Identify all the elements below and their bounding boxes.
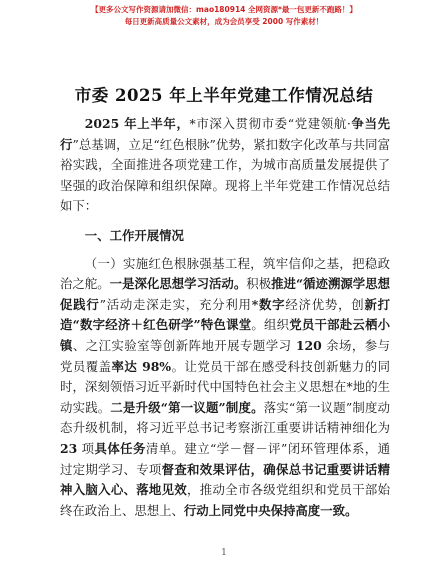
section-paragraph-1	[60, 254, 390, 522]
p1-bold-t: 23	[60, 440, 78, 456]
p1-bold-x: 督查和效果评估	[161, 461, 251, 477]
p1-text-n: 余场，参与党员覆盖	[60, 337, 390, 374]
p1-bold-e: 循迹溯源学思想促践行	[60, 276, 391, 312]
intro-text-2: ”总基调，立足“红色根脉”优势，紧扣数字化改革与共同富裕实践，全面推进各项党建工作，为城市高质量发展提供了坚强的政治保障和组织保障。现将上半年党建工作情况总结如下：	[60, 136, 390, 214]
p1-text-l: 、之江实验室等创新阵地开展专题学习	[72, 337, 296, 353]
p1-text-w: 清单。建立“学－督－评”闭环管理体系，通过定期学习、专项	[60, 440, 391, 477]
document-title: 市委 2025 年上半年党建工作情况总结	[74, 86, 374, 105]
section-heading-1: 一、工作开展情况	[84, 227, 184, 243]
p1-text-f: ”活动走深走实，充分利用	[99, 296, 252, 312]
intro-emphasis: 争当先行	[60, 116, 391, 152]
p1-bold-b: 一是深化思想学习活动。	[109, 276, 247, 292]
p1-bold-y: ，确保总书记重要讲话精神入脑入心、落地见效	[60, 461, 391, 498]
p1-text-h: 经济优势，创	[285, 296, 365, 312]
p1-bold-aa: 行动上同党中央保持高度一致。	[183, 502, 358, 518]
p1-bold-k: 党员干部赴云栖小镇	[60, 317, 391, 353]
p1-text-c: 积极	[246, 276, 272, 292]
p1-text-s: 落实“第一议题”制度动态升级机制，将习近平总书记考察浙江重要讲话精神细化为	[60, 399, 390, 436]
p1-text-a: （一）实施红色根脉强基工程，筑牢信仰之基，把稳政治之舵。	[60, 255, 390, 292]
intro-text-1: *市深入贯彻市委“党建领航·	[189, 116, 351, 131]
p1-text-u: 项	[77, 440, 95, 456]
p1-bold-i: 新打造“数字经济＋红色研学”特色课堂	[60, 296, 391, 333]
p1-text-z: ，推动全市各级党组织和党员干部始终在政治上、思想上、	[60, 482, 391, 518]
intro-paragraph	[60, 114, 390, 217]
intro-date: 2025 年上半年，	[84, 116, 190, 131]
banner-line-2: 每日更新高质量公文素材，成为会员享受 2000 写作素材！	[124, 17, 324, 26]
document-body	[60, 114, 390, 521]
page-number: 1	[221, 548, 227, 558]
p1-bold-m: 120	[295, 337, 322, 353]
p1-text-q: *地的生动实践。	[60, 379, 390, 415]
p1-text-p: 。让党员干部在感受科技创新魅力的同时，深刻领悟习近平新时代中国特色社会主义思想在	[60, 358, 391, 395]
p1-bold-o: 率达 98%	[111, 358, 172, 374]
banner-line-1: 【更多公文写作资源请加微信：mao180914 全网资源*最一包更新不跑路！】	[91, 5, 357, 14]
p1-bold-v: 具体任务	[94, 440, 146, 456]
p1-bold-d: 推进“	[271, 276, 304, 292]
p1-bold-r: 二是升级“第一议题”制度。	[110, 399, 264, 415]
header-banner	[0, 4, 448, 28]
p1-bold-g: *数字	[251, 296, 286, 312]
p1-text-j: 。组织	[251, 317, 290, 333]
